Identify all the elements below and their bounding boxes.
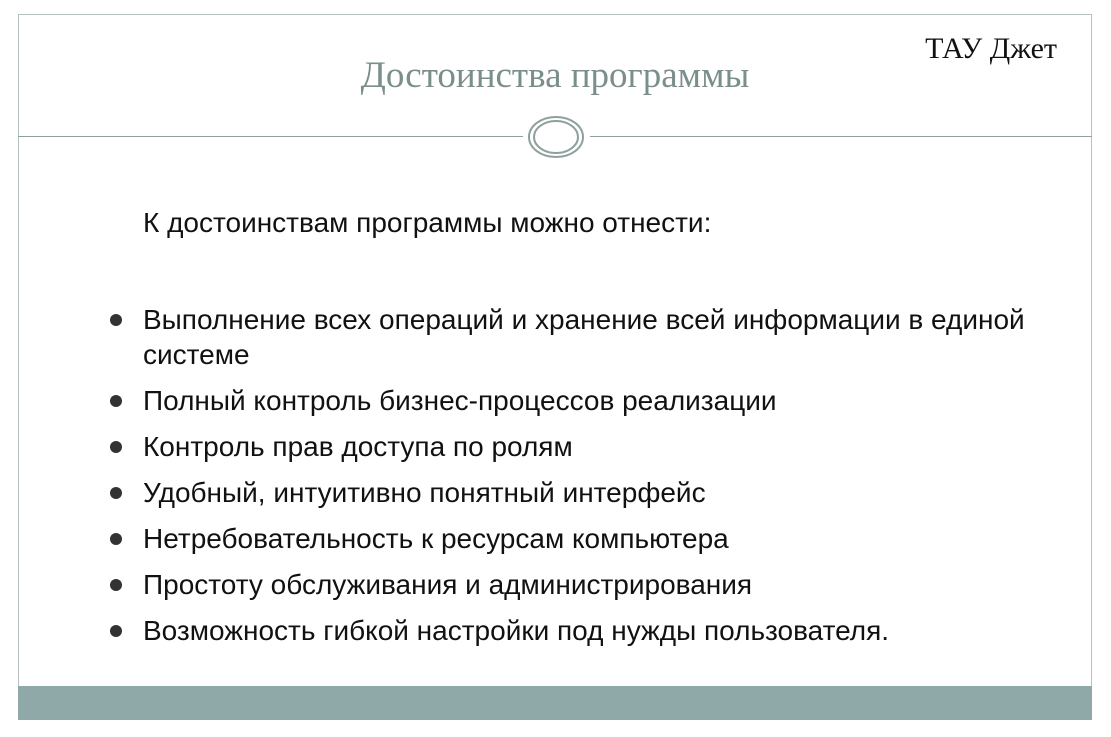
bullet-dot-icon: [110, 533, 122, 545]
bullet-dot-icon: [110, 625, 122, 637]
list-item: [100, 475, 1060, 510]
list-item: [100, 383, 1060, 418]
intro-text: К достоинствам программы можно отнести:: [143, 207, 712, 238]
list-item: [100, 521, 1060, 556]
circle-ornament-icon: [526, 114, 586, 160]
list-item-text: Полный контроль бизнес-процессов реализации: [143, 385, 777, 416]
company-name: ТАУ Джет: [925, 32, 1057, 65]
list-item-text: Простоту обслуживания и администрирования: [143, 569, 753, 600]
list-item-text: Выполнение всех операций и хранение всей информации в единой системе: [143, 304, 1025, 370]
slide-title: Достоинства программы: [360, 55, 750, 96]
list-item-text: Возможность гибкой настройки под нужды пользователя.: [143, 615, 890, 646]
title-divider-left: [18, 136, 523, 137]
list-item: [100, 302, 1060, 372]
bullet-dot-icon: [110, 314, 122, 326]
list-item-text: Контроль прав доступа по ролям: [143, 431, 573, 462]
list-item: [100, 429, 1060, 464]
list-item-text: Нетребовательность к ресурсам компьютера: [143, 523, 729, 554]
bullet-dot-icon: [110, 579, 122, 591]
bullet-dot-icon: [110, 487, 122, 499]
footer-bar: [18, 686, 1092, 720]
advantages-list: [100, 302, 1060, 659]
list-item-text: Удобный, интуитивно понятный интерфейс: [143, 477, 706, 508]
title-divider-right: [590, 136, 1092, 137]
bullet-dot-icon: [110, 395, 122, 407]
list-item: [100, 613, 1060, 648]
bullet-dot-icon: [110, 441, 122, 453]
list-item: [100, 567, 1060, 602]
